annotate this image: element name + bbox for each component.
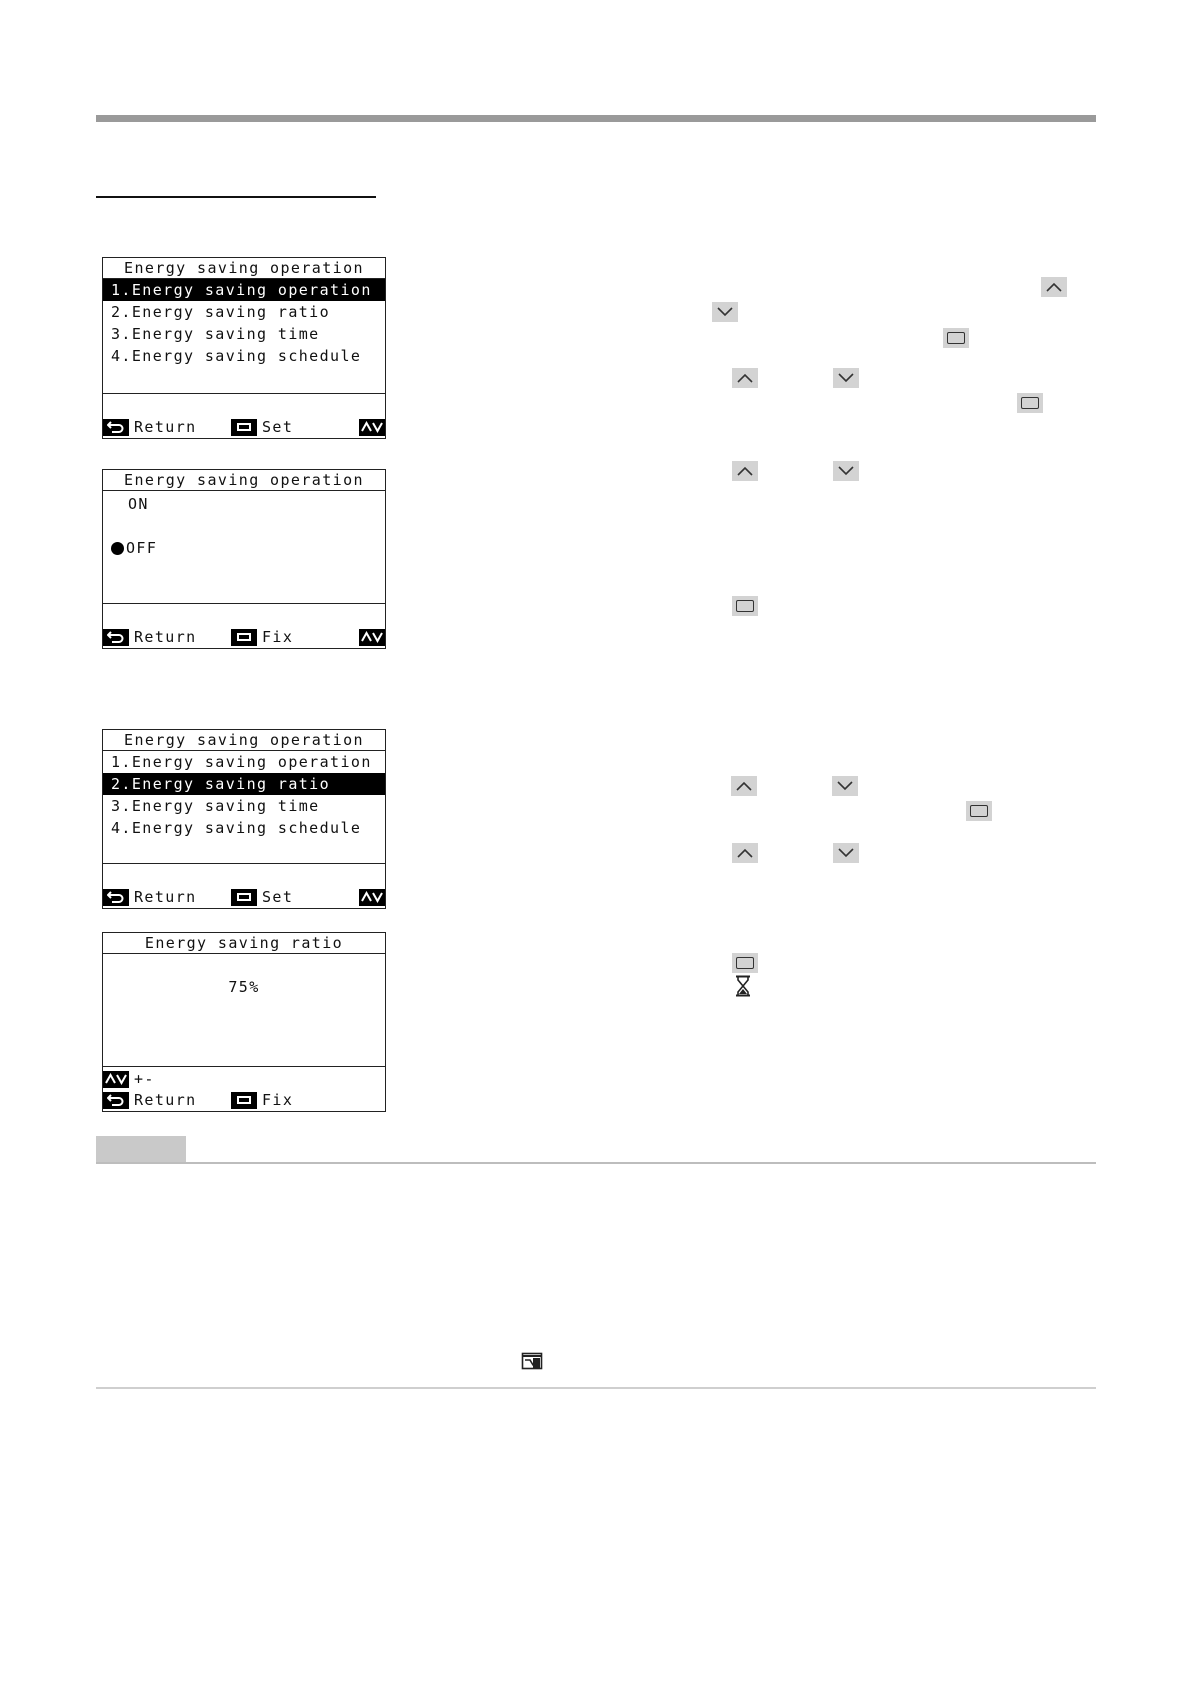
chevron-down-icon [833,368,859,388]
lcd-screen-ratio [102,932,386,1112]
lcd-title: Energy saving operation [103,730,385,751]
set-button-icon [231,1092,257,1109]
menu-item-energy-saving-ratio[interactable]: 2.Energy saving ratio [103,773,385,795]
heading-underline [96,196,376,198]
menu-item-energy-saving-schedule[interactable]: 4.Energy saving schedule [111,347,362,365]
return-label: Return [134,418,197,436]
lcd-title: Energy saving ratio [103,933,385,954]
lcd-screen-menu-2 [102,729,386,909]
return-icon [103,1092,129,1109]
set-button-icon [1017,393,1043,413]
set-button-icon [732,953,758,973]
up-down-icon [359,419,385,436]
set-button-icon [231,889,257,906]
return-icon [103,629,129,646]
up-down-icon [359,889,385,906]
set-button-icon [732,596,758,616]
chevron-down-icon [832,776,858,796]
up-down-icon [359,629,385,646]
note-tab [96,1136,186,1162]
adjust-label: +- [134,1070,155,1088]
fix-label: Fix [262,628,294,646]
energy-saving-indicator-icon [521,1352,543,1370]
menu-item-energy-saving-schedule[interactable]: 4.Energy saving schedule [111,819,362,837]
menu-item-energy-saving-operation[interactable]: 1.Energy saving operation [103,279,385,301]
chevron-up-icon [732,368,758,388]
fix-label: Fix [262,1091,294,1109]
lcd-title: Energy saving operation [103,470,385,491]
selected-dot-icon [111,542,124,555]
return-label: Return [134,1091,197,1109]
return-label: Return [134,628,197,646]
chevron-up-icon [732,843,758,863]
set-button-icon [943,328,969,348]
lcd-screen-menu-1 [102,257,386,439]
chevron-up-icon [732,461,758,481]
lcd-screen-on-off [102,469,386,649]
option-off-label: OFF [126,539,158,557]
set-label: Set [262,418,294,436]
option-on-label: ON [128,495,149,513]
menu-item-energy-saving-time[interactable]: 3.Energy saving time [111,325,320,343]
ratio-value: 75% [228,978,260,996]
chevron-down-icon [833,461,859,481]
hourglass-icon [734,975,752,997]
chevron-down-icon [712,302,738,322]
option-off[interactable] [111,537,157,559]
note-end-rule [96,1387,1096,1389]
return-label: Return [134,888,197,906]
return-icon [103,889,129,906]
top-section-bar [96,115,1096,122]
chevron-down-icon [833,843,859,863]
set-label: Set [262,888,294,906]
chevron-up-icon [731,776,757,796]
menu-item-energy-saving-time[interactable]: 3.Energy saving time [111,797,320,815]
set-button-icon [231,419,257,436]
return-icon [103,419,129,436]
lcd-title: Energy saving operation [103,258,385,279]
set-button-icon [231,629,257,646]
note-rule [96,1162,1096,1164]
up-down-icon [103,1071,129,1088]
menu-item-energy-saving-ratio[interactable]: 2.Energy saving ratio [111,303,331,321]
menu-item-energy-saving-operation[interactable]: 1.Energy saving operation [111,753,372,771]
chevron-up-icon [1041,277,1067,297]
set-button-icon [966,801,992,821]
option-on[interactable] [128,493,149,515]
